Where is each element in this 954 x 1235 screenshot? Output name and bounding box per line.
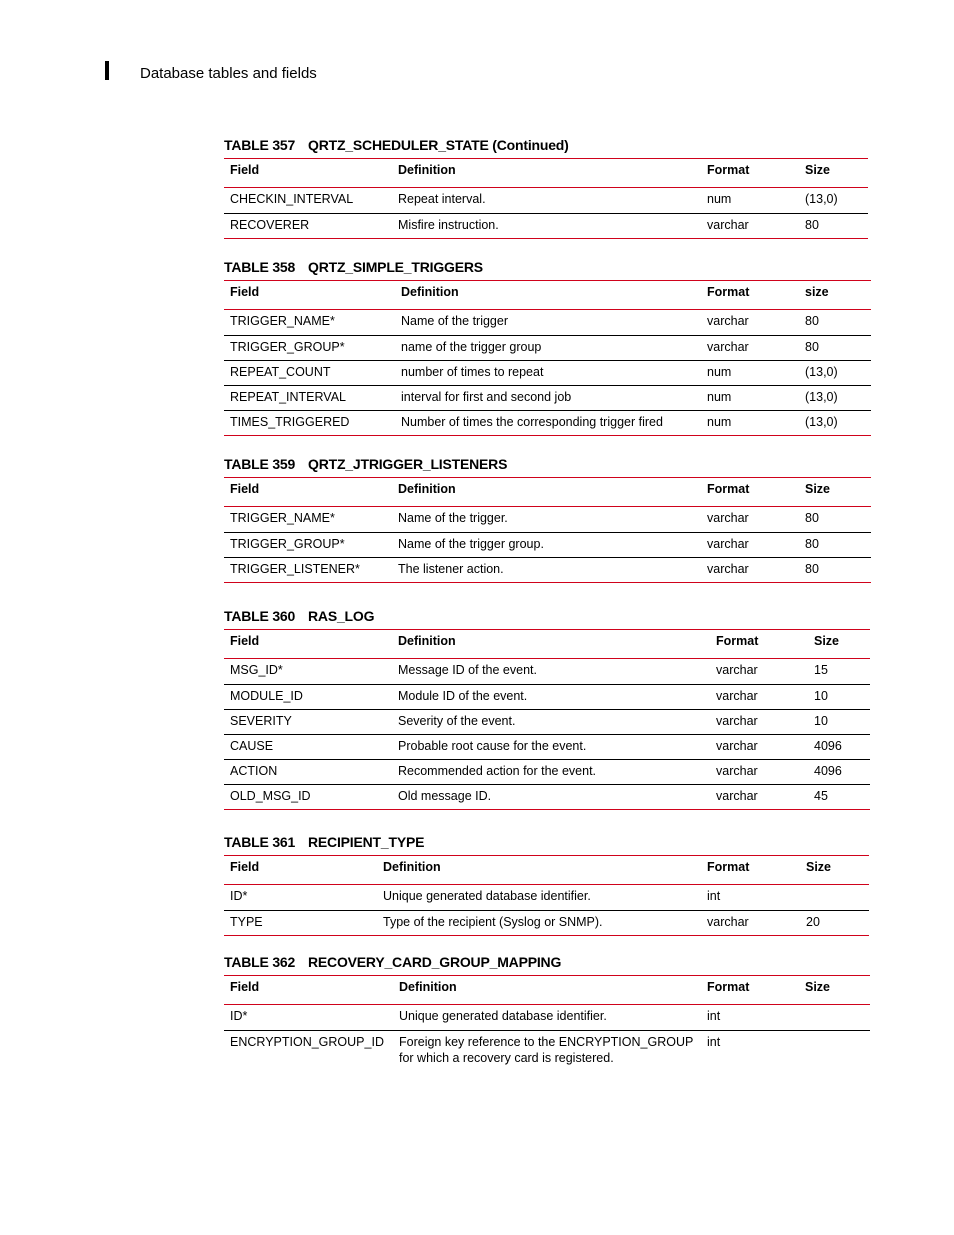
cell-field: ID* [230,1009,248,1023]
cell-field: SEVERITY [230,714,292,728]
table-row [224,1005,870,1030]
table-row [224,213,868,238]
table-row [224,310,871,335]
cell-definition: Number of times the corresponding trigger fired [401,415,663,429]
cell-size: 4096 [814,739,842,753]
cell-field: TRIGGER_LISTENER* [230,562,360,576]
column-header-size: Size [805,980,831,994]
column-header-format: Format [707,163,750,177]
table-row [224,410,871,435]
table-header-row [224,630,870,659]
cell-size: (13,0) [805,415,838,429]
cell-size: 80 [805,340,819,354]
table-header-row [224,856,869,885]
column-header-definition: Definition [398,163,456,177]
column-header-field: Field [230,163,260,177]
cell-definition: Type of the recipient (Syslog or SNMP). [383,915,603,929]
table-number: TABLE 358 [224,259,296,275]
cell-format: varchar [707,314,749,328]
table-361 [224,833,869,936]
table-header-row [224,281,871,310]
table-row [224,557,871,582]
cell-format: varchar [707,340,749,354]
cell-field: RECOVERER [230,218,310,232]
table-title: RAS_LOG [308,608,375,624]
table-caption [224,455,871,477]
cell-size: 45 [814,789,828,803]
table-row [224,385,871,410]
column-header-definition: Definition [398,482,456,496]
cell-field: ENCRYPTION_GROUP_ID [230,1035,384,1049]
table-caption [224,258,871,280]
cell-format: varchar [707,562,749,576]
column-header-definition: Definition [383,860,441,874]
table-grid [224,855,869,936]
table-title: QRTZ_SIMPLE_TRIGGERS [308,259,483,275]
cell-field: TRIGGER_NAME* [230,511,335,525]
cell-field: CAUSE [230,739,274,753]
cell-definition: Old message ID. [398,789,492,803]
column-header-size: Size [805,163,831,177]
table-row [224,507,871,532]
table-row [224,784,870,809]
cell-format: int [707,889,721,903]
column-header-definition: Definition [399,980,457,994]
cell-field: REPEAT_COUNT [230,365,331,379]
cell-definition: Severity of the event. [398,714,516,728]
cell-format: varchar [707,915,749,929]
cell-format: varchar [707,537,749,551]
table-number: TABLE 362 [224,954,296,970]
column-header-size: Size [814,634,840,648]
table-number: TABLE 361 [224,834,296,850]
cell-format: num [707,192,732,206]
table-title: QRTZ_JTRIGGER_LISTENERS [308,456,508,472]
table-359 [224,455,871,583]
table-362 [224,953,870,1066]
cell-size [799,1034,870,1066]
cell-format: varchar [716,663,758,677]
table-header-row [224,976,870,1005]
cell-size: 80 [805,314,819,328]
column-header-field: Field [230,634,260,648]
cell-size: 80 [805,218,819,232]
page-header: Database tables and fields [140,65,317,82]
table-number: TABLE 357 [224,137,296,153]
cell-format: varchar [716,714,758,728]
cell-format: varchar [716,764,758,778]
cell-format: int [707,1035,721,1049]
table-number: TABLE 360 [224,608,296,624]
cell-size: 15 [814,663,828,677]
cell-field: ID* [230,889,248,903]
table-grid [224,975,870,1066]
cell-field: MODULE_ID [230,689,303,703]
column-header-format: Format [707,285,750,299]
table-row [224,759,870,784]
cell-definition: number of times to repeat [401,365,544,379]
cell-size: 80 [805,511,819,525]
table-row [224,684,870,709]
cell-definition: Probable root cause for the event. [398,739,587,753]
cell-definition: Foreign key reference to the ENCRYPTION_GROUP for which a recovery card is registered. [399,1035,694,1065]
margin-change-bar [105,61,109,80]
column-header-field: Field [230,285,260,299]
table-caption [224,833,869,855]
table-caption [224,953,870,975]
table-row [224,335,871,360]
cell-field: CHECKIN_INTERVAL [230,192,354,206]
table-row [224,360,871,385]
table-title: RECOVERY_CARD_GROUP_MAPPING [308,954,562,970]
cell-definition: Misfire instruction. [398,218,499,232]
table-header-row [224,159,868,188]
table-grid [224,158,868,239]
column-header-format: Format [707,980,750,994]
cell-field: TYPE [230,915,263,929]
table-header-row [224,478,871,507]
cell-format: varchar [716,789,758,803]
cell-definition: name of the trigger group [401,340,542,354]
cell-size: (13,0) [805,390,838,404]
cell-format: varchar [716,689,758,703]
column-header-format: Format [716,634,759,648]
column-header-field: Field [230,980,260,994]
table-row [224,885,869,910]
cell-field: ACTION [230,764,278,778]
cell-size: 20 [806,915,820,929]
cell-format: num [707,365,732,379]
table-row [224,532,871,557]
table-row [224,188,868,213]
table-grid [224,629,870,810]
cell-definition: Name of the trigger group. [398,537,544,551]
cell-size: 10 [814,689,828,703]
cell-field: TRIGGER_GROUP* [230,340,345,354]
cell-field: TRIGGER_NAME* [230,314,335,328]
column-header-size: Size [806,860,832,874]
column-header-format: Format [707,860,750,874]
cell-format: varchar [707,218,749,232]
table-title: QRTZ_SCHEDULER_STATE (Continued) [308,137,569,153]
cell-field: TIMES_TRIGGERED [230,415,350,429]
cell-size: (13,0) [805,192,838,206]
cell-definition: Recommended action for the event. [398,764,597,778]
table-grid [224,477,871,583]
cell-size: (13,0) [805,365,838,379]
cell-definition: Name of the trigger. [398,511,508,525]
cell-size: 80 [805,537,819,551]
cell-format: int [707,1009,721,1023]
table-row [224,709,870,734]
cell-format: num [707,390,732,404]
column-header-field: Field [230,482,260,496]
table-caption [224,607,870,629]
column-header-definition: Definition [398,634,456,648]
table-number: TABLE 359 [224,456,296,472]
cell-definition: interval for first and second job [401,390,572,404]
cell-definition: The listener action. [398,562,504,576]
cell-format: varchar [707,511,749,525]
cell-size [800,888,869,910]
cell-size [799,1008,870,1030]
table-row [224,910,869,935]
table-row [224,659,870,684]
cell-definition: Unique generated database identifier. [383,889,591,903]
cell-format: varchar [716,739,758,753]
table-title: RECIPIENT_TYPE [308,834,425,850]
cell-definition: Repeat interval. [398,192,486,206]
column-header-size: size [805,285,829,299]
cell-field: OLD_MSG_ID [230,789,311,803]
cell-field: REPEAT_INTERVAL [230,390,347,404]
cell-field: TRIGGER_GROUP* [230,537,345,551]
cell-definition: Name of the trigger [401,314,508,328]
table-358 [224,258,871,436]
table-360 [224,607,870,810]
cell-size: 80 [805,562,819,576]
table-caption [224,136,868,158]
column-header-definition: Definition [401,285,459,299]
table-grid [224,280,871,436]
table-row [224,1030,870,1066]
cell-definition: Message ID of the event. [398,663,537,677]
table-357 [224,136,868,239]
column-header-format: Format [707,482,750,496]
column-header-field: Field [230,860,260,874]
table-row [224,734,870,759]
cell-size: 4096 [814,764,842,778]
column-header-size: Size [805,482,831,496]
cell-definition: Module ID of the event. [398,689,528,703]
cell-definition: Unique generated database identifier. [399,1009,607,1023]
cell-field: MSG_ID* [230,663,283,677]
cell-format: num [707,415,732,429]
cell-size: 10 [814,714,828,728]
